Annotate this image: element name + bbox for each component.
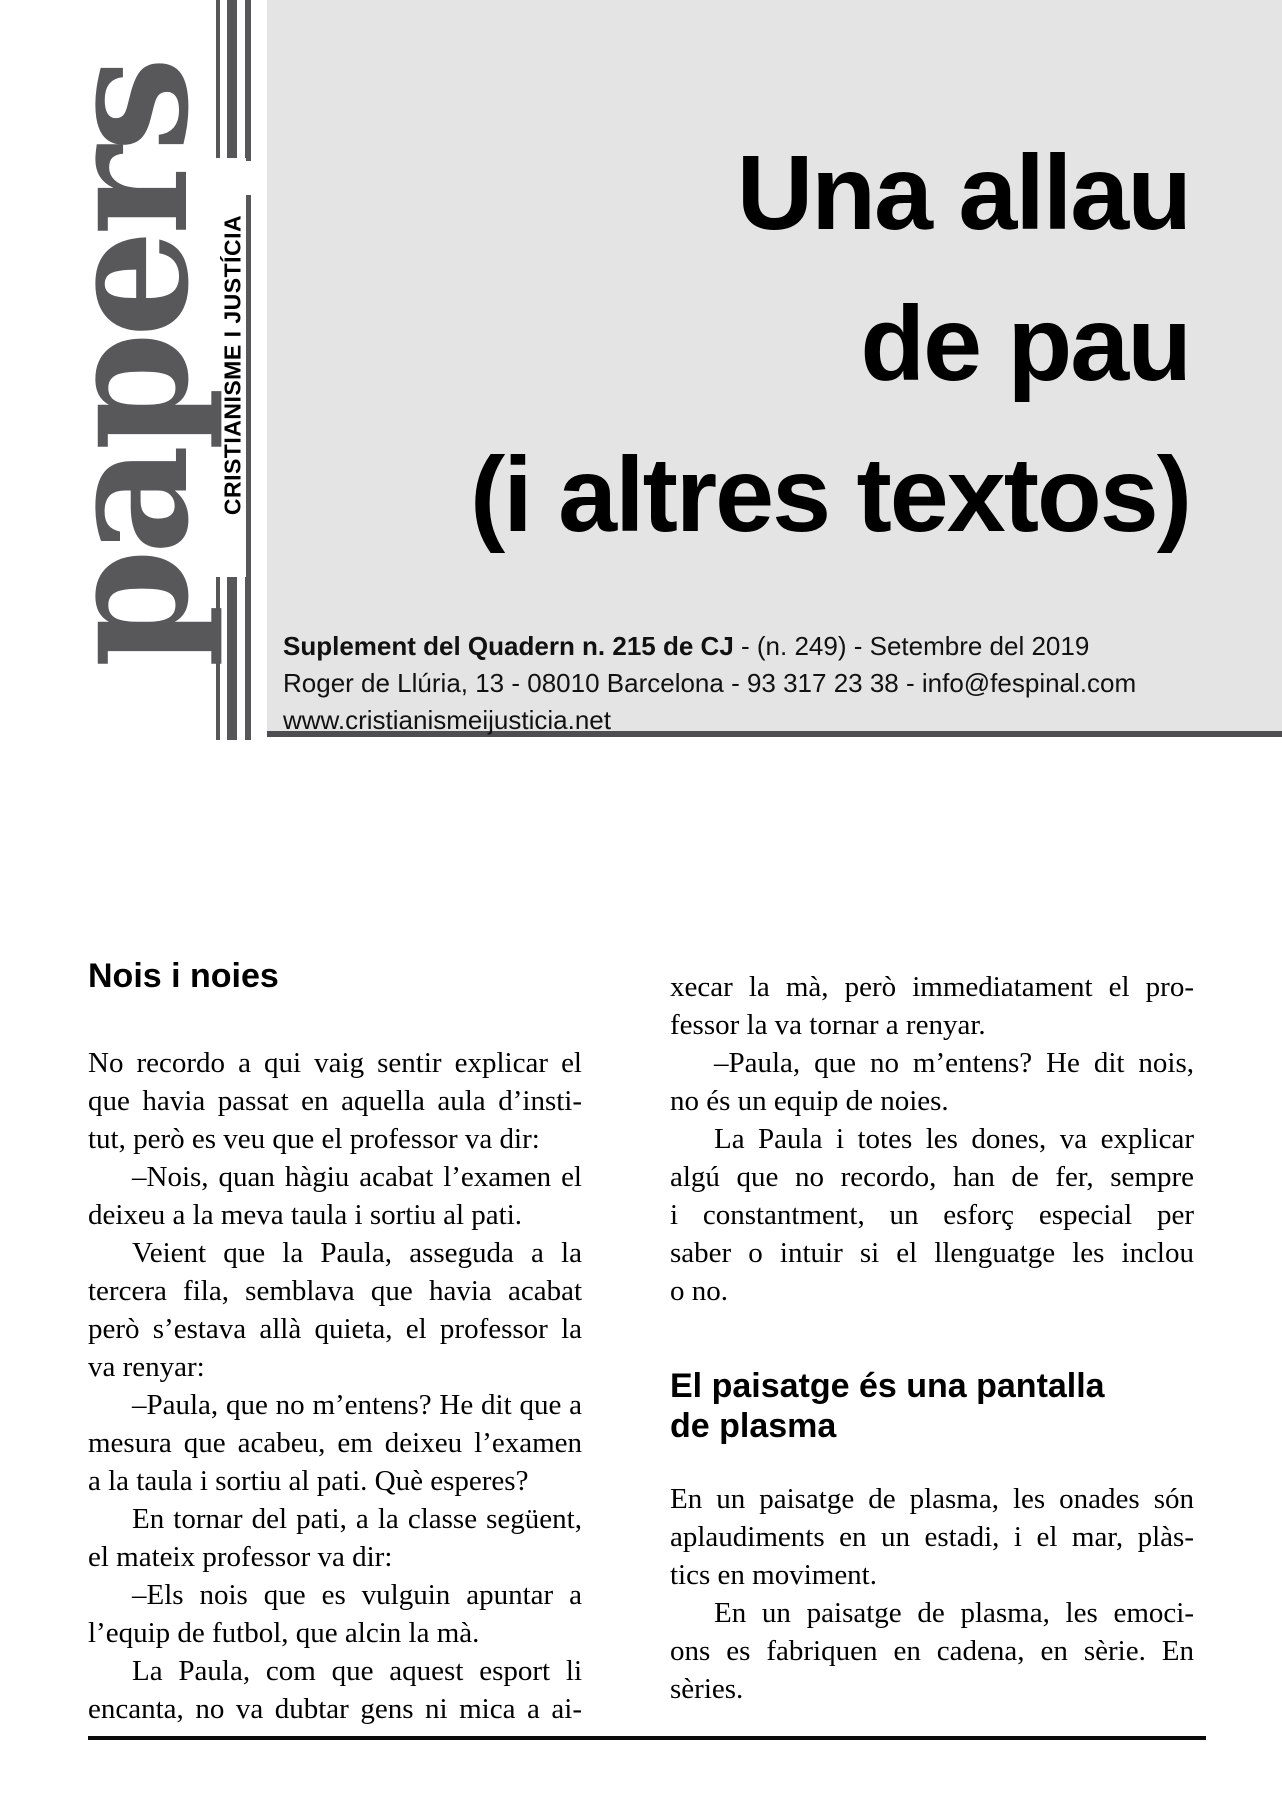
text-line: –Paula, que no m’entens? He dit que a [132, 1389, 582, 1421]
text-line: encanta, no va dubtar gens ni mica a ai- [88, 1693, 582, 1725]
text-line: La Paula i totes les dones, va explicar [714, 1123, 1194, 1155]
paragraph [88, 1652, 582, 1728]
text-line: –Paula, que no m’entens? He dit nois, [714, 1047, 1194, 1079]
text-line: sèries. [670, 1673, 744, 1705]
paragraph [88, 1576, 582, 1652]
text-line: –Nois, quan hàgiu acabat l’examen el [132, 1161, 582, 1193]
text-line: En un paisatge de plasma, les onades són [670, 1483, 1194, 1515]
footer-rule [88, 1736, 1206, 1740]
section-heading [88, 956, 582, 996]
paragraph [88, 1044, 582, 1158]
paragraph [670, 968, 1194, 1044]
article-column-right [670, 968, 1194, 1708]
text-line: En tornar del pati, a la classe següent, [132, 1503, 582, 1535]
text-line: saber o intuir si el llenguatge les inclou [670, 1237, 1194, 1269]
masthead-rule-thick-bottom [227, 577, 237, 740]
supplement-line [283, 628, 1223, 665]
masthead-rule-thick-top [227, 0, 237, 158]
text-line: deixeu a la meva taula i sortiu al pati. [88, 1199, 523, 1231]
publication-info [283, 628, 1223, 739]
masthead-rule-right-top [245, 0, 251, 161]
paragraph [670, 1480, 1194, 1594]
papers-logo: papers [27, 62, 227, 668]
text-line: –Els nois que es vulguin apuntar a [132, 1579, 582, 1611]
text-line: a la taula i sortiu al pati. Què esperes? [88, 1465, 529, 1497]
paragraph [88, 1500, 582, 1576]
title-line-1: Una allau [736, 134, 1190, 252]
text-line: En un paisatge de plasma, les emoci- [714, 1597, 1194, 1629]
text-line: Veient que la Paula, asseguda a la [132, 1237, 582, 1269]
text-line: fessor la va tornar a renyar. [670, 1009, 986, 1041]
text-line: tut, però es veu que el professor va dir: [88, 1123, 540, 1155]
text-line: algú que no recordo, han de fer, sempre [670, 1161, 1194, 1193]
text-line: No recordo a qui vaig sentir explicar el [88, 1047, 582, 1079]
paragraph [670, 1594, 1194, 1708]
section-heading [670, 1366, 1194, 1446]
section-heading-line: El paisatge és una pantalla [670, 1367, 1105, 1405]
paragraph [88, 1386, 582, 1500]
text-line: que havia passat en aquella aula d’insti- [88, 1085, 582, 1117]
section-heading-line: Nois i noies [88, 957, 279, 995]
address-line: Roger de Llúria, 13 - 08010 Barcelona - 93 317 23 38 - info@fespinal.com [283, 668, 1137, 698]
text-line: La Paula, com que aquest esport li [132, 1655, 582, 1687]
text-line: ons es fabriquen en cadena, en sèrie. En [670, 1635, 1194, 1667]
paragraph [88, 1234, 582, 1386]
text-line: però s’estava allà quieta, el professor la [88, 1313, 582, 1345]
org-label: CRISTIANISME I JUSTÍCIA [219, 214, 246, 516]
text-line: aplaudiments en un estadi, i el mar, plàs- [670, 1521, 1194, 1553]
title-line-2: de pau [860, 285, 1190, 403]
paragraph [88, 1158, 582, 1234]
text-line: xecar la mà, però immediatament el pro- [670, 971, 1194, 1003]
text-line: l’equip de futbol, que alcin la mà. [88, 1617, 480, 1649]
website-line: www.cristianismeijusticia.net [283, 705, 611, 735]
text-line: o no. [670, 1275, 728, 1307]
supplement-number: Suplement del Quadern n. 215 de CJ [283, 631, 734, 661]
paragraph [670, 1044, 1194, 1120]
text-line: el mateix professor va dir: [88, 1541, 393, 1573]
text-line: tics en moviment. [670, 1559, 877, 1591]
text-line: va renyar: [88, 1351, 205, 1383]
text-line: tercera fila, semblava que havia acabat [88, 1275, 582, 1307]
section-heading-line: de plasma [670, 1407, 837, 1445]
text-line: mesura que acabeu, em deixeu l’examen [88, 1427, 582, 1459]
title-line-3: (i altres textos) [469, 436, 1190, 554]
text-line: no és un equip de noies. [670, 1085, 949, 1117]
text-line: i constantment, un esforç especial per [670, 1199, 1194, 1231]
supplement-date: - (n. 249) - Setembre del 2019 [733, 631, 1090, 661]
article-column-left [88, 956, 582, 1728]
publication-title [430, 118, 1190, 571]
paragraph [670, 1120, 1194, 1310]
